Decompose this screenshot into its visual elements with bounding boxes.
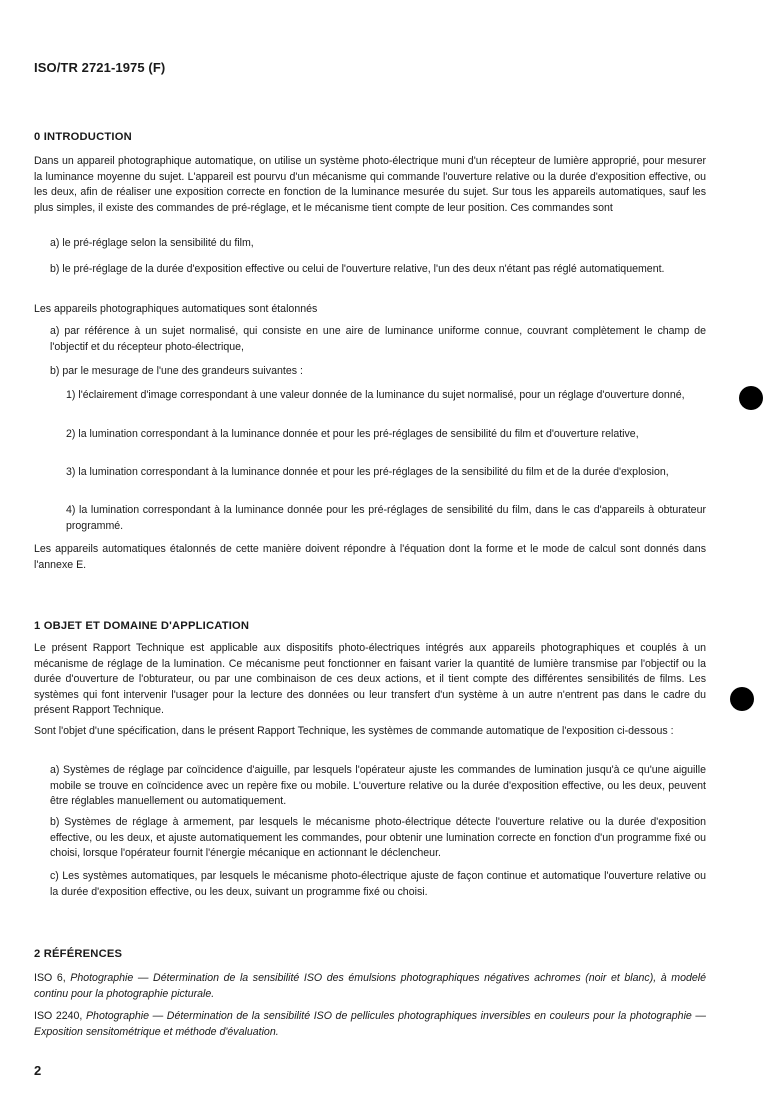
punch-hole-mark	[739, 386, 763, 410]
section-1-heading: 1 OBJET ET DOMAINE D'APPLICATION	[34, 620, 250, 632]
reference-iso-2240	[34, 1009, 706, 1040]
reference-title: Photographie — Détermination de la sensibilité ISO de pellicules photographiques inversibles en couleurs pour la photographie — Exposition sensitométrique et méthode d'évaluation.	[34, 1010, 707, 1038]
s0-paragraph-3: Les appareils automatiques étalonnés de cette manière doivent répondre à l'équation dont la forme et le mode de calcul sont donnés dans l'annexe E.	[34, 543, 706, 571]
s0-item-a: a) le pré-réglage selon la sensibilité du film,	[50, 237, 254, 249]
reference-title: Photographie — Détermination de la sensibilité ISO des émulsions photographiques négatives achromes (noir et blanc), à modelé continu pour la photographie picturale.	[34, 972, 706, 1000]
s0-paragraph-2: Les appareils photographiques automatiques sont étalonnés	[34, 303, 318, 315]
s0-subitem-3: 3) la lumination correspondant à la luminance donnée et pour les pré-réglages de la sensibilité du film et de la durée d'explosion,	[66, 466, 669, 478]
s0-item-a2: a) par référence à un sujet normalisé, qui consiste en une aire de luminance uniforme connue, couvrant complètement le champ de l'objectif et du récepteur photo-électrique,	[50, 325, 706, 353]
s0-item-b: b) le pré-réglage de la durée d'exposition effective ou celui de l'ouverture relative, l'un des deux n'étant pas réglé automatiquement.	[50, 263, 665, 275]
reference-iso-6	[34, 971, 706, 1002]
section-0-heading: 0 INTRODUCTION	[34, 131, 132, 143]
reference-code: ISO 6,	[34, 972, 66, 984]
document-header: ISO/TR 2721-1975 (F)	[34, 60, 166, 75]
s0-item-b2: b) par le mesurage de l'une des grandeurs suivantes :	[50, 365, 303, 377]
s1-item-a: a) Systèmes de réglage par coïncidence d'aiguille, par lesquels l'opérateur ajuste les commandes de lumination jusqu'à ce qu'une aiguille mobile se trouve en coïncidence avec un repère fixe ou mobile. L'ouverture relative ou la durée d'exposition effective, ou les deux, peuvent être réglables manuellement ou automatiquement.	[50, 764, 706, 808]
s0-subitem-1: 1) l'éclairement d'image correspondant à une valeur donnée de la luminance du sujet normalisé, pour un réglage d'ouverture donné,	[66, 389, 685, 401]
s1-item-c: c) Les systèmes automatiques, par lesquels le mécanisme photo-électrique ajuste de façon continue et automatique l'ouverture relative ou la durée d'exposition effective, ou les deux, suivant un programme fixé ou choisi.	[50, 870, 706, 898]
s1-paragraph-1: Le présent Rapport Technique est applicable aux dispositifs photo-électriques intégrés aux appareils photographiques et couplés à un mécanisme de réglage de la lumination. Ce mécanisme peut fonctionner en faisant varier la quantité de lumière transmise par l'objectif ou la durée d'ouverture de l'obturateur, ou par une combinaison de ces deux actions, et il tient compte des différentes sensibilités de films. Les systèmes qui font intervenir l'usager pour la lecture des données ou leur transfert d'un système à un autre n'entrent pas dans le cadre du présent Rapport Technique.	[34, 642, 706, 717]
punch-hole-mark	[730, 687, 754, 711]
reference-code: ISO 2240,	[34, 1010, 83, 1022]
s0-subitem-2: 2) la lumination correspondant à la luminance donnée et pour les pré-réglages de sensibilité du film et d'ouverture relative,	[66, 428, 639, 440]
page-number: 2	[34, 1063, 42, 1078]
section-2-heading: 2 RÉFÉRENCES	[34, 948, 123, 960]
s1-paragraph-2: Sont l'objet d'une spécification, dans le présent Rapport Technique, les systèmes de commande automatique de l'exposition ci-dessous :	[34, 725, 674, 737]
s0-subitem-4: 4) la lumination correspondant à la luminance donnée pour les pré-réglages de sensibilité du film, dans le cas d'appareils à obturateur programmé.	[66, 504, 706, 532]
s1-item-b: b) Systèmes de réglage à armement, par lesquels le mécanisme photo-électrique détecte l'ouverture relative ou la durée d'exposition effective, ou les deux, et ajuste automatiquement les commandes, pour obtenir une lumination correcte en fonction d'un programme fixé ou choisi, lorsque l'opérateur fournit l'énergie mécanique en actionnant le déclencheur.	[50, 816, 706, 860]
s0-paragraph-1: Dans un appareil photographique automatique, on utilise un système photo-électrique muni d'un récepteur de lumière approprié, pour mesurer la luminance moyenne du sujet. L'appareil est pourvu d'un mécanisme qui commande l'ouverture relative ou la durée d'exposition effective, ou les deux, afin de réaliser une exposition correcte en fonction de la luminance mesurée du sujet. Sur tous les appareils automatiques, sauf les plus simples, il existe des commandes de pré-réglage, et le mécanisme tient compte de leur position. Ces commandes sont	[34, 155, 706, 214]
